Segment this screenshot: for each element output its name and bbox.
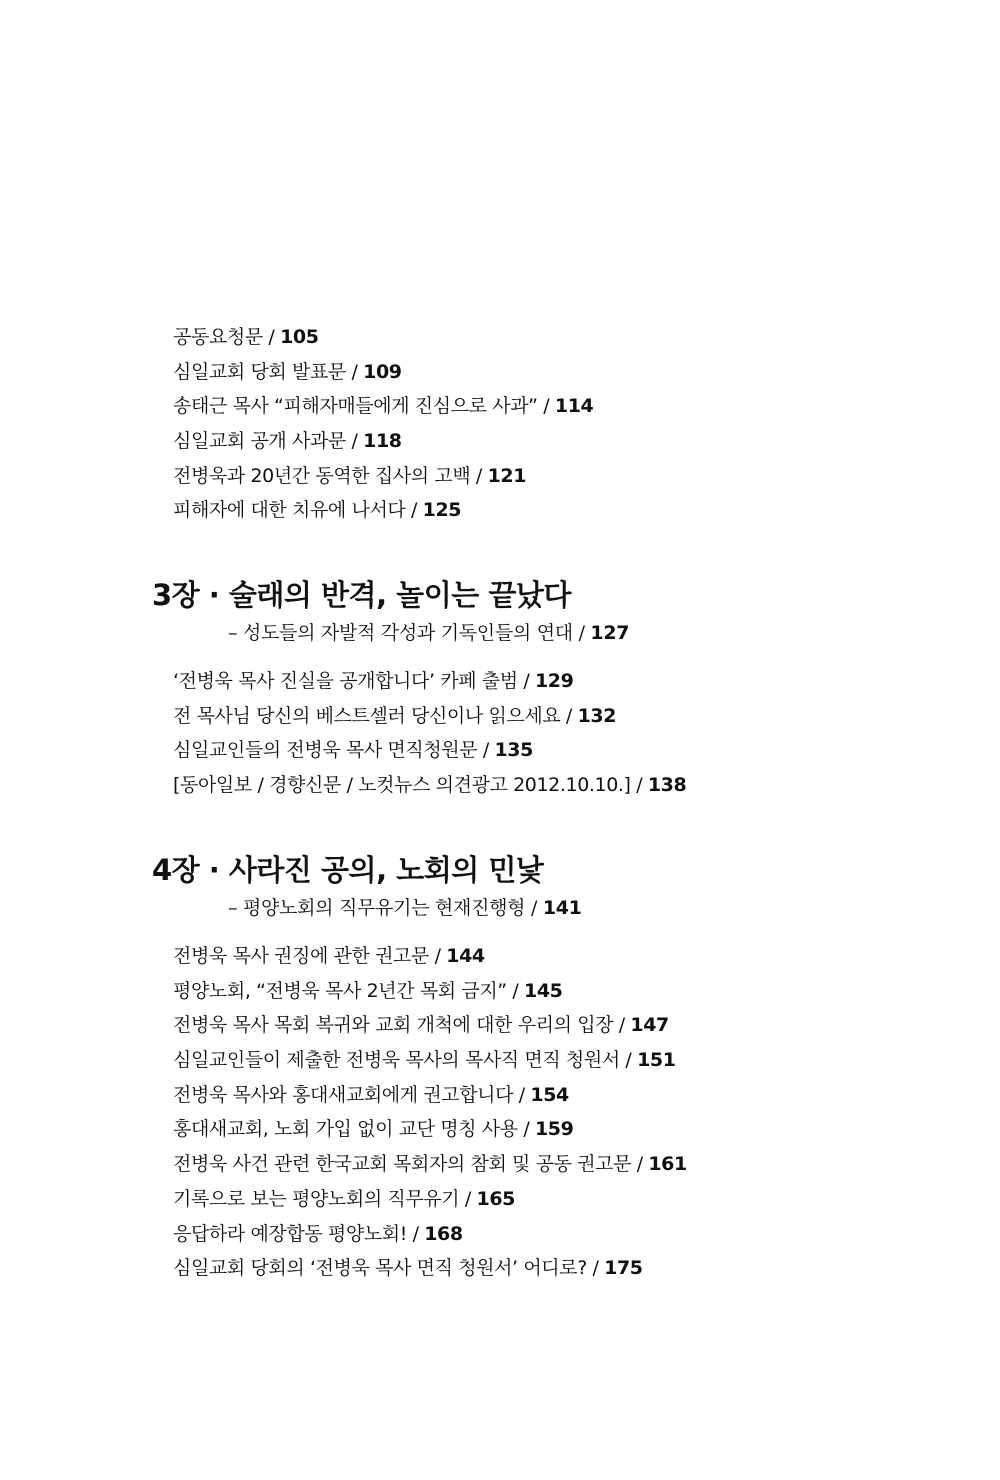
entry-page: 114 [554,395,594,418]
toc-entry: 공동요청문 / 105 [173,326,319,348]
entry-page: 145 [524,979,563,1002]
entry-title: [동아일보 / 경향신문 / 노컷뉴스 의견광고 2012.10.10.] [173,774,631,797]
entry-page: 161 [648,1153,687,1176]
entry-title: 전병욱 목사 권징에 관한 권고문 [173,945,429,967]
entry-page: 138 [647,774,687,797]
toc-entry: 기록으로 보는 평양노회의 직무유기 / 165 [173,1187,515,1210]
entry-page: 109 [363,360,402,383]
toc-entry: 전병욱 목사 목회 복귀와 교회 개척에 대한 우리의 입장 / 147 [173,1014,669,1037]
chapter4-entries [173,939,687,1286]
toc-entry: 전병욱 목사 권징에 관한 권고문 / 144 [173,945,485,967]
subtitle-text: – 성도들의 자발적 각성과 기독인들의 연대 [228,622,573,644]
toc-entry: 심일교회 당회의 ‘전병욱 목사 면직 청원서’ 어디로? / 175 [173,1257,643,1280]
entry-page: 154 [530,1083,569,1106]
entry-page: 132 [577,704,617,727]
entry-title: ‘전병욱 목사 진실을 공개합니다’ 카페 출범 [173,670,518,692]
toc-entry: 피해자에 대한 치유에 나서다 / 125 [173,499,462,522]
toc-entry: 심일교인들의 전병욱 목사 면직청원문 / 135 [173,739,533,762]
section2-entries [173,320,593,528]
toc-entry: 심일교회 공개 사과문 / 118 [173,430,402,453]
entry-page: 175 [604,1257,643,1280]
subtitle-page: 127 [590,622,630,644]
entry-page: 159 [534,1118,574,1141]
entry-page: 144 [446,945,485,967]
entry-title: 심일교회 공개 사과문 [173,430,346,453]
entry-title: 심일교회 당회의 ‘전병욱 목사 면직 청원서’ 어디로? [173,1257,587,1280]
chapter3-subtitle: – 성도들의 자발적 각성과 기독인들의 연대 / 127 [228,622,630,644]
subtitle-text: – 평양노회의 직무유기는 현재진행형 [228,897,526,919]
entry-page: 147 [630,1014,669,1037]
toc-entry: 평양노회, “전병욱 목사 2년간 목회 금지” / 145 [173,979,563,1002]
toc-entry: 전병욱과 20년간 동역한 집사의 고백 / 121 [173,464,527,487]
entry-title: 응답하라 예장합동 평양노회! [173,1222,407,1245]
entry-title: 공동요청문 [173,326,263,348]
toc-entry: 송태근 목사 “피해자매들에게 진심으로 사과” / 114 [173,395,594,418]
entry-page: 168 [424,1222,463,1245]
toc-entry: 전 목사님 당신의 베스트셀러 당신이나 읽으세요 / 132 [173,704,617,727]
toc-entry: 응답하라 예장합동 평양노회! / 168 [173,1222,463,1245]
entry-title: 전 목사님 당신의 베스트셀러 당신이나 읽으세요 [173,704,561,727]
toc-entry: ‘전병욱 목사 진실을 공개합니다’ 카페 출범 / 129 [173,670,574,692]
toc-entry: [동아일보 / 경향신문 / 노컷뉴스 의견광고 2012.10.10.] / 138 [173,774,687,797]
entry-title: 송태근 목사 “피해자매들에게 진심으로 사과” [173,395,538,418]
toc-entry: 심일교회 당회 발표문 / 109 [173,360,402,383]
toc-entry: 전병욱 목사와 홍대새교회에게 권고합니다 / 154 [173,1083,569,1106]
entry-page: 165 [476,1187,515,1210]
entry-title: 홍대새교회, 노회 가입 없이 교단 명칭 사용 [173,1118,518,1141]
entry-page: 135 [494,739,533,762]
entry-title: 심일교회 당회 발표문 [173,360,346,383]
entry-title: 심일교인들이 제출한 전병욱 목사의 목사직 면직 청원서 [173,1049,620,1072]
toc-entry: 전병욱 사건 관련 한국교회 목회자의 참회 및 공동 권고문 / 161 [173,1153,687,1176]
entry-title: 전병욱과 20년간 동역한 집사의 고백 [173,464,471,487]
entry-page: 151 [637,1049,676,1072]
entry-page: 118 [363,430,402,453]
entry-title: 전병욱 목사 목회 복귀와 교회 개척에 대한 우리의 입장 [173,1014,614,1037]
entry-page: 105 [280,326,319,348]
entry-page: 129 [534,670,574,692]
chapter3-entries [173,664,686,803]
toc-entry: 심일교인들이 제출한 전병욱 목사의 목사직 면직 청원서 / 151 [173,1049,676,1072]
chapter4-title: 4장 · 사라진 공의, 노회의 민낯 [152,853,544,887]
entry-page: 121 [487,464,527,487]
toc-entry: 홍대새교회, 노회 가입 없이 교단 명칭 사용 / 159 [173,1118,574,1141]
chapter4-subtitle: – 평양노회의 직무유기는 현재진행형 / 141 [228,897,582,919]
entry-title: 기록으로 보는 평양노회의 직무유기 [173,1187,465,1210]
chapter3-title: 3장 · 술래의 반격, 놀이는 끝났다 [152,578,571,612]
subtitle-page: 141 [542,897,582,919]
entry-page: 125 [422,499,462,522]
entry-title: 전병욱 목사와 홍대새교회에게 권고합니다 [173,1083,514,1106]
entry-title: 평양노회, “전병욱 목사 2년간 목회 금지” [173,979,507,1002]
entry-title: 심일교인들의 전병욱 목사 면직청원문 [173,739,478,762]
entry-title: 피해자에 대한 치유에 나서다 [173,499,406,522]
entry-title: 전병욱 사건 관련 한국교회 목회자의 참회 및 공동 권고문 [173,1153,632,1176]
